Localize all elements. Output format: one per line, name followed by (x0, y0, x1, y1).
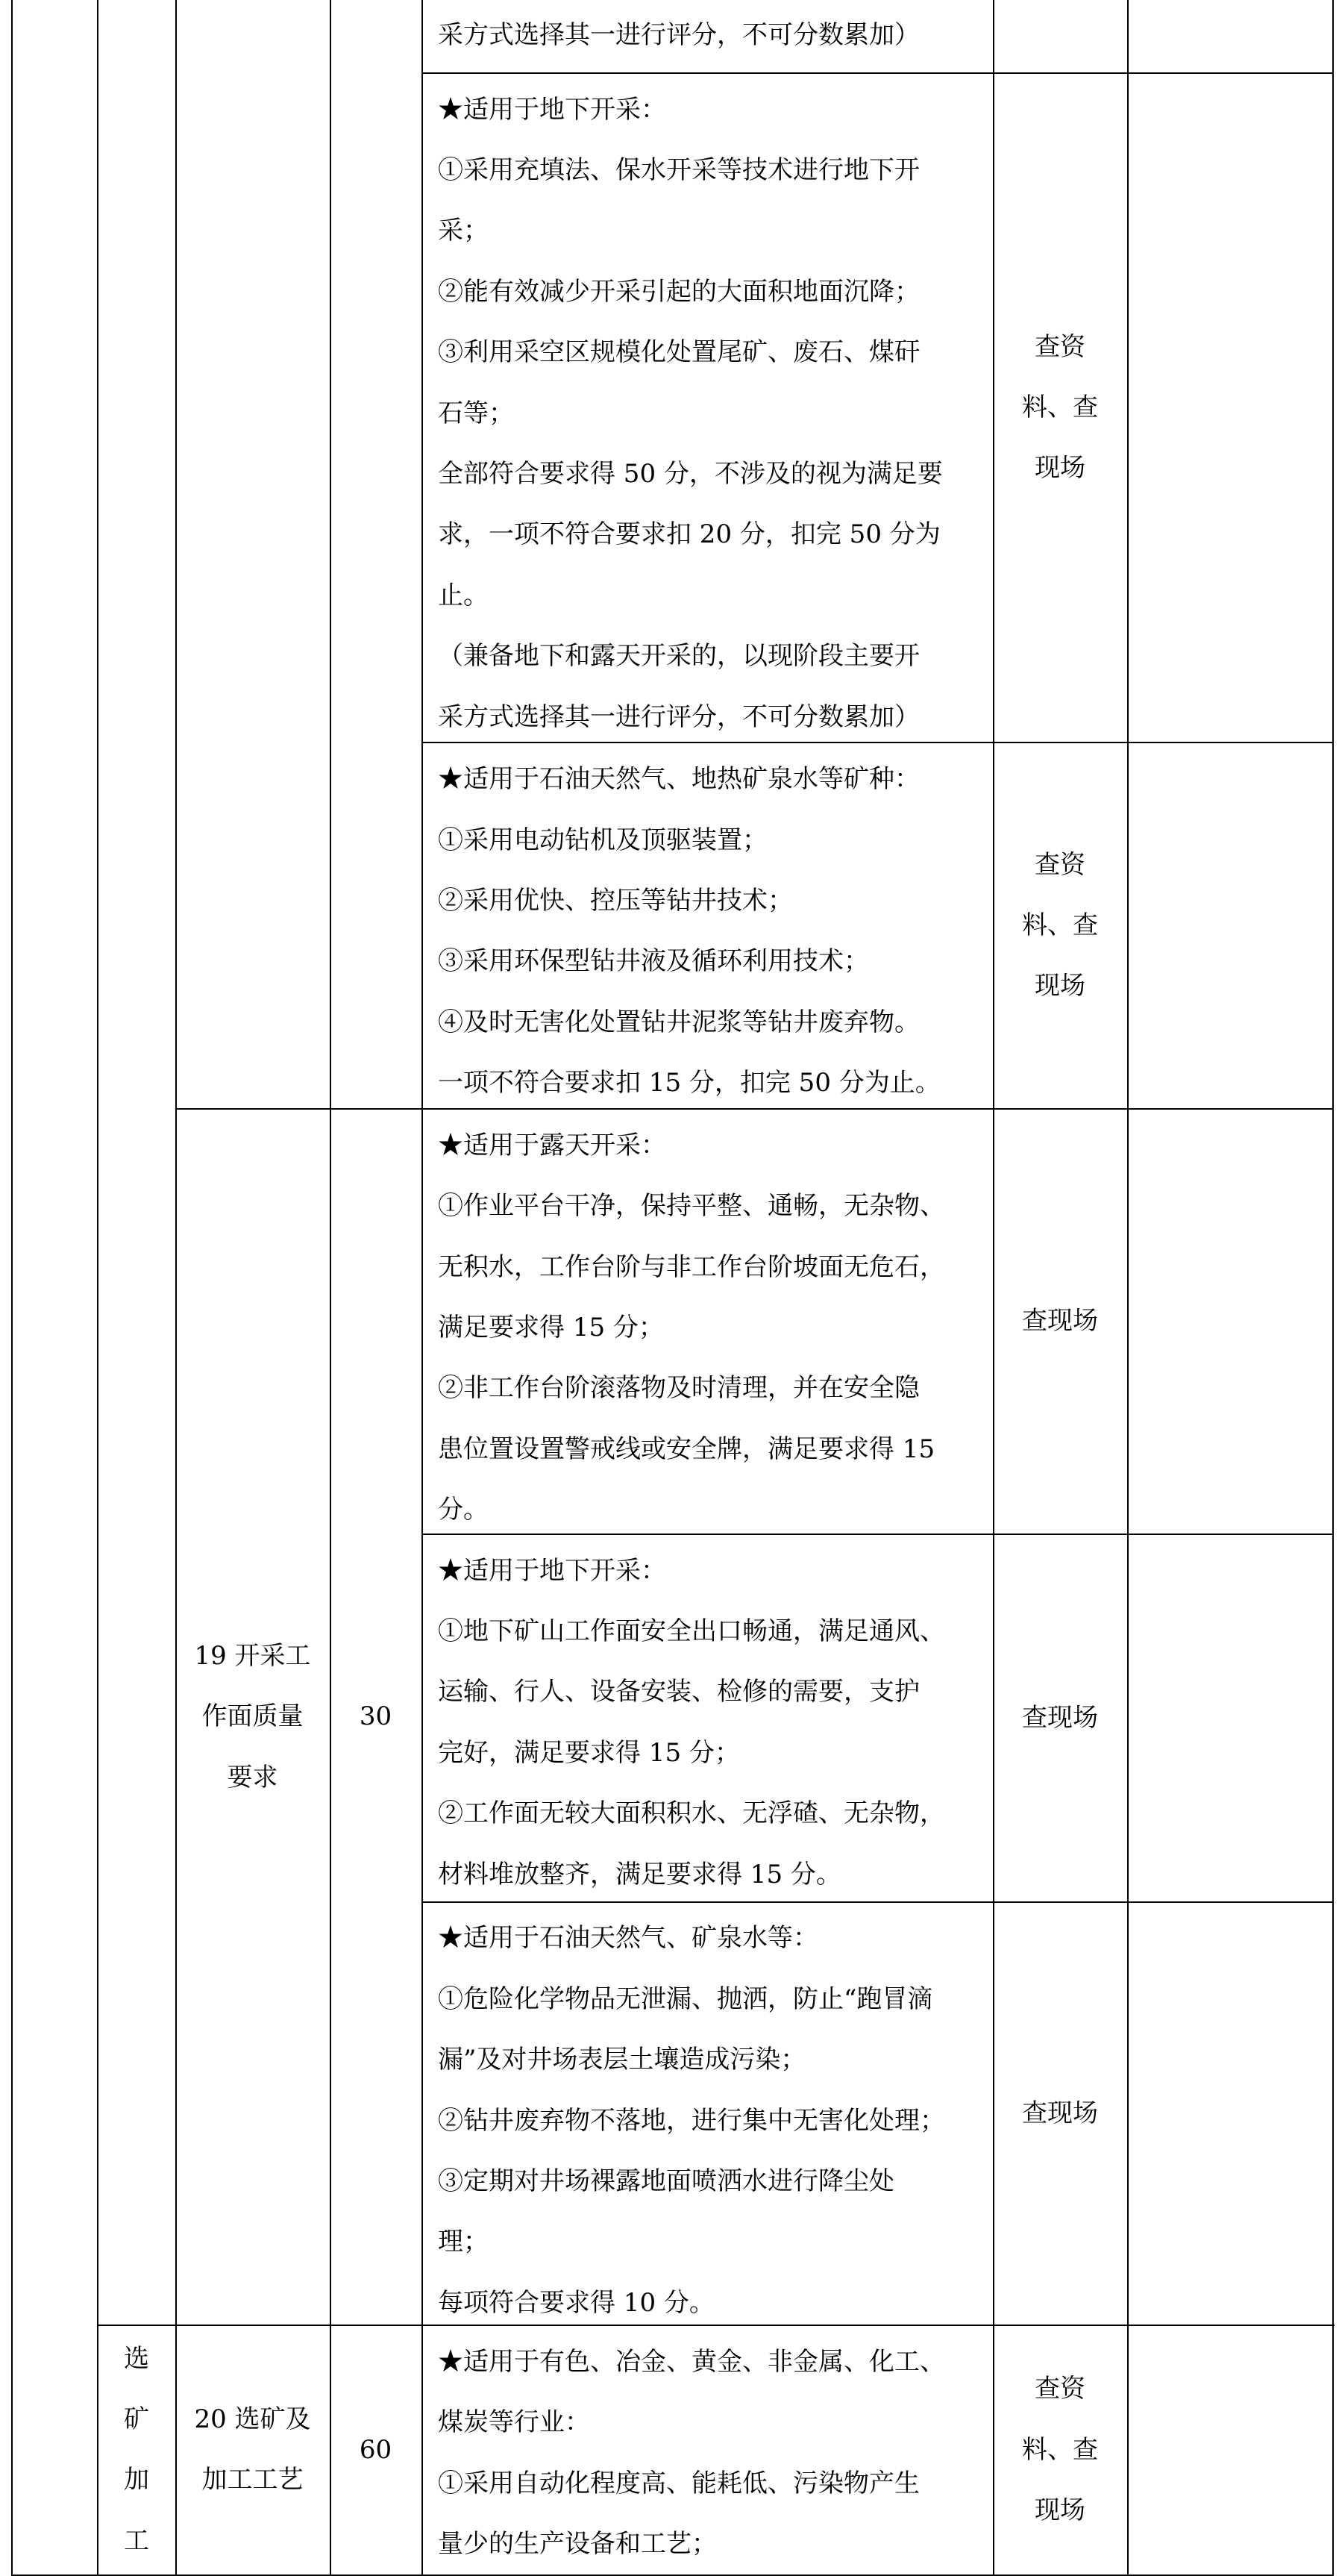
requirement-line: 石等； (438, 398, 514, 428)
table-border-right (1332, 0, 1334, 2575)
requirement-line: 采方式选择其一进行评分，不可分数累加） (438, 20, 920, 50)
item-name: 20 选矿及 (194, 2404, 311, 2434)
requirement-line: ★适用于石油天然气、矿泉水等： (438, 1923, 818, 1953)
item-name: 19 开采工 (194, 1641, 311, 1671)
requirement-line: ②钻井废弃物不落地，进行集中无害化处理； (438, 2106, 945, 2136)
requirement-line: 满足要求得 15 分； (438, 1313, 664, 1342)
col-divider (175, 0, 177, 2575)
requirement-line: ③利用采空区规模化处置尾矿、废石、煤矸 (438, 337, 920, 367)
category-label: 选 (124, 2344, 149, 2374)
check-method: 现场 (1035, 2495, 1085, 2525)
requirement-line: 理； (438, 2227, 489, 2257)
requirement-line: ①采用自动化程度高、能耗低、污染物产生 (438, 2469, 920, 2498)
item-score: 60 (359, 2435, 392, 2465)
requirement-line: （兼备地下和露天开采的，以现阶段主要开 (438, 641, 920, 671)
requirement-line: ★适用于露天开采： (438, 1131, 666, 1160)
requirement-line: 全部符合要求得 50 分，不涉及的视为满足要 (438, 459, 943, 489)
item-name: 加工工艺 (201, 2465, 304, 2495)
check-method: 料、查 (1022, 910, 1098, 940)
requirement-line: ③定期对井场裸露地面喷洒水进行降尘处 (438, 2166, 894, 2196)
requirement-line: ★适用于地下开采： (438, 95, 666, 125)
check-method: 现场 (1035, 453, 1085, 483)
requirement-line: 采方式选择其一进行评分，不可分数累加） (438, 702, 920, 732)
requirement-line: 材料堆放整齐，满足要求得 15 分。 (438, 1860, 841, 1889)
row-divider (421, 72, 1334, 74)
requirement-line: ②工作面无较大面积积水、无浮碴、无杂物， (438, 1798, 945, 1828)
requirement-line: 量少的生产设备和工艺； (438, 2529, 717, 2559)
col-divider (97, 0, 98, 2575)
col-divider (421, 0, 423, 2575)
requirement-line: ④及时无害化处置钻井泥浆等钻井废弃物。 (438, 1007, 920, 1037)
category-label: 矿 (124, 2404, 149, 2434)
requirement-line: ★适用于地下开采： (438, 1556, 666, 1586)
row-divider (97, 2325, 1335, 2326)
requirement-line: 漏”及对井场表层土壤造成污染； (438, 2045, 806, 2075)
requirement-line: ②采用优快、控压等钻井技术； (438, 886, 793, 916)
category-label: 加 (124, 2465, 149, 2495)
requirement-line: 求，一项不符合要求扣 20 分，扣完 50 分为 (438, 519, 941, 549)
requirement-line: ①采用电动钻机及顶驱装置； (438, 825, 768, 855)
category-label: 工 (124, 2526, 149, 2556)
requirement-line: ①地下矿山工作面安全出口畅通，满足通风、 (438, 1616, 945, 1646)
requirement-line: ①采用充填法、保水开采等技术进行地下开 (438, 155, 920, 185)
item-name: 要求 (227, 1763, 278, 1792)
col-divider (330, 0, 331, 2575)
check-method: 查现场 (1022, 2098, 1098, 2128)
requirement-line: 每项符合要求得 10 分。 (438, 2288, 715, 2318)
requirement-line: 患位置设置警戒线或安全牌，满足要求得 15 (438, 1434, 935, 1464)
requirement-line: ②能有效减少开采引起的大面积地面沉降； (438, 277, 920, 307)
requirement-line: 一项不符合要求扣 15 分，扣完 50 分为止。 (438, 1068, 941, 1098)
check-method: 查现场 (1022, 1306, 1098, 1336)
check-method: 查现场 (1022, 1703, 1098, 1733)
row-divider (421, 1534, 1334, 1535)
col-divider (1127, 0, 1129, 2575)
requirement-line: 完好，满足要求得 15 分； (438, 1738, 740, 1768)
requirement-line: 煤炭等行业： (438, 2407, 590, 2437)
requirement-line: ①危险化学物品无泄漏、抛洒，防止“跑冒滴 (438, 1984, 933, 2014)
requirement-line: ★适用于有色、冶金、黄金、非金属、化工、 (438, 2347, 945, 2377)
requirement-line: ②非工作台阶滚落物及时清理，并在安全隐 (438, 1373, 920, 1403)
item-name: 作面质量 (201, 1701, 304, 1731)
check-method: 现场 (1035, 971, 1085, 1001)
requirement-line: ★适用于石油天然气、地热矿泉水等矿种： (438, 764, 920, 794)
requirement-line: 无积水，工作台阶与非工作台阶坡面无危石， (438, 1252, 945, 1282)
requirement-line: 分。 (438, 1495, 489, 1525)
check-method: 料、查 (1022, 2435, 1098, 2465)
check-method: 料、查 (1022, 393, 1098, 422)
item-score: 30 (359, 1701, 392, 1731)
requirement-line: ①作业平台干净，保持平整、通畅，无杂物、 (438, 1191, 945, 1221)
requirement-line: ③采用环保型钻井液及循环利用技术； (438, 946, 869, 976)
check-method: 查资 (1035, 2374, 1085, 2404)
table-border-left (11, 0, 13, 2575)
requirement-line: 运输、行人、设备安装、检修的需要，支护 (438, 1677, 920, 1707)
requirement-line: 采； (438, 216, 489, 246)
check-method: 查资 (1035, 850, 1085, 880)
requirement-line: 止。 (438, 581, 489, 610)
check-method: 查资 (1035, 332, 1085, 362)
